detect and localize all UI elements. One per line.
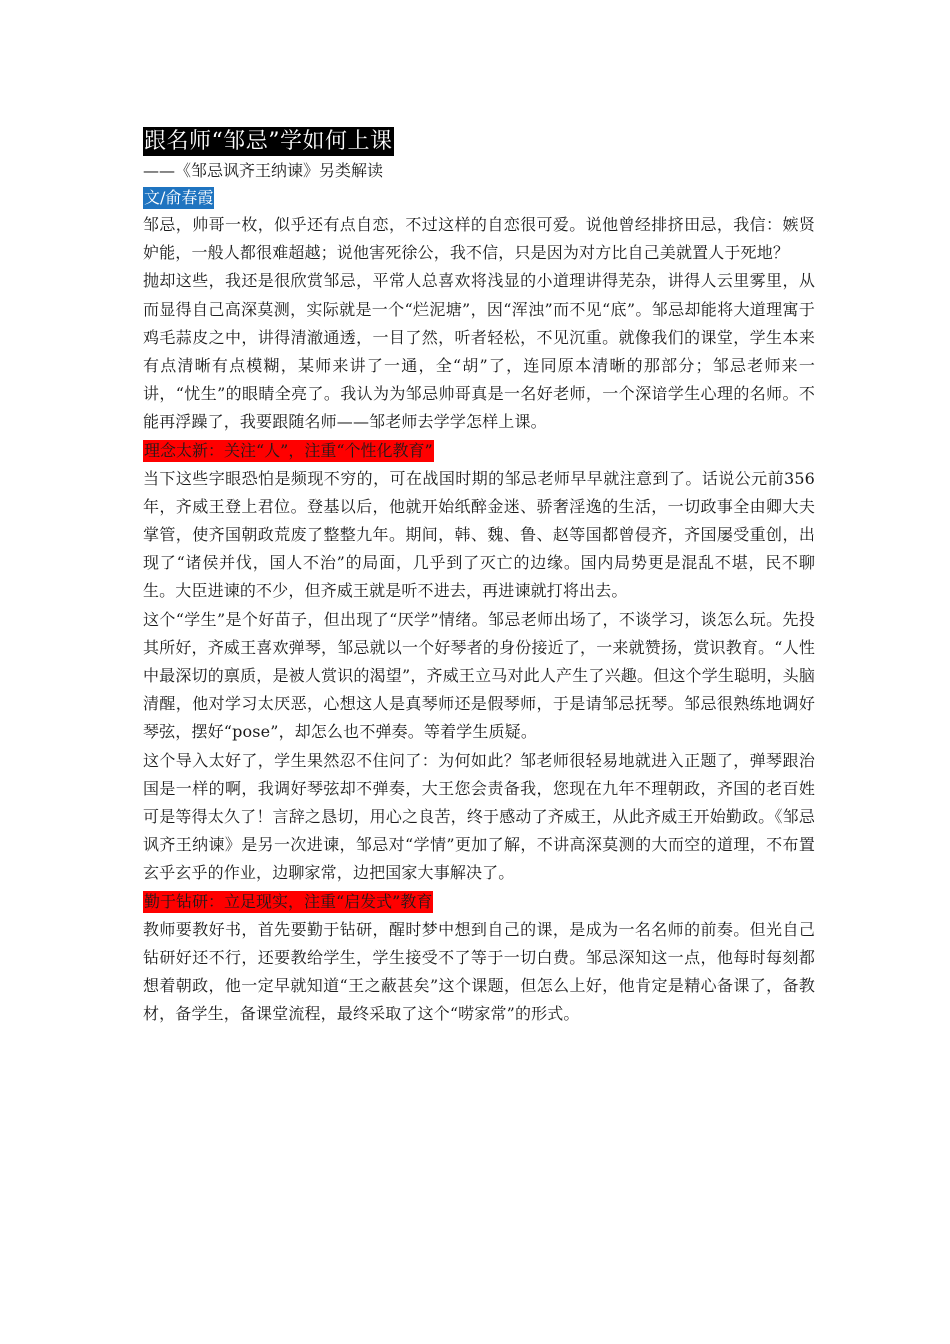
section-2-heading-line <box>143 889 815 915</box>
section-1-paragraph-3: 这个导入太好了，学生果然忍不住问了：为何如此？邹老师很轻易地就进入正题了，弹琴跟治国是一样的啊，我调好琴弦却不弹奏，大王您会责备我，您现在九年不理朝政，齐国的老百姓可是等得太久了！言辞之恳切，用心之良苦，终于感动了齐威王，从此齐威王开始勤政。《邹忌讽齐王纳谏》是另一次进谏，邹忌对“学情”更加了解，不讲高深莫测的大而空的道理，不布置玄乎玄乎的作业，边聊家常，边把国家大事解决了。 <box>143 750 815 883</box>
author-line <box>143 185 815 211</box>
document-page <box>143 127 815 1028</box>
section-1-paragraph-2: 这个“学生”是个好苗子，但出现了“厌学”情绪。邹忌老师出场了，不谈学习，谈怎么玩。先投其所好，齐威王喜欢弹琴，邹忌就以一个好琴者的身份接近了，一来就赞扬，赏识教育。“人性中最深切的禀质，是被人赏识的渴望”，齐威王立马对此人产生了兴趣。但这个学生聪明，头脑清醒，他对学习太厌恶，心想这人是真琴师还是假琴师，于是请邹忌抚琴。邹忌很熟练地调好琴弦，摆好“pose”，却怎么也不弹奏。等着学生质疑。 <box>143 609 815 742</box>
section-1-heading-line <box>143 438 815 464</box>
title-line <box>143 127 815 156</box>
article-author: 文/俞春霞 <box>144 188 214 207</box>
section-1-paragraph-1: 当下这些字眼恐怕是频现不穷的，可在战国时期的邹忌老师早早就注意到了。话说公元前356年，齐威王登上君位。登基以后，他就开始纸醉金迷、骄奢淫逸的生活，一切政事全由卿大夫掌管，使齐国朝政荒废了整整九年。期间，韩、魏、鲁、赵等国都曾侵齐，齐国屡受重创，出现了“诸侯并伐，国人不治”的局面，几乎到了灭亡的边缘。国内局势更是混乱不堪，民不聊生。大臣进谏的不少，但齐威王就是听不进去，再进谏就打将出去。 <box>143 468 815 601</box>
intro-paragraph-2: 抛却这些，我还是很欣赏邹忌，平常人总喜欢将浅显的小道理讲得芜杂，讲得人云里雾里，从而显得自己高深莫测，实际就是一个“烂泥塘”，因“浑浊”而不见“底”。邹忌却能将大道理寓于鸡毛蒜皮之中，讲得清澈通透，一目了然，听者轻松，不见沉重。就像我们的课堂，学生本来有点清晰有点模糊，某师来讲了一通，全“胡”了，连同原本清晰的那部分；邹忌老师来一讲，“忧生”的眼睛全亮了。我认为为邹忌帅哥真是一名好老师，一个深谙学生心理的名师。不能再浮躁了，我要跟随名师——邹老师去学学怎样上课。 <box>143 271 815 432</box>
article-title: 跟名师“邹忌”学如何上课 <box>144 129 393 154</box>
article-subtitle: ——《邹忌讽齐王纳谏》另类解读 <box>143 161 384 180</box>
section-2-heading: 勤于钻研：立足现实，注重“启发式”教育 <box>144 891 433 911</box>
intro-paragraph-1: 邹忌，帅哥一枚，似乎还有点自恋，不过这样的自恋很可爱。说他曾经排挤田忌，我信：嫉贤妒能，一般人都很难超越；说他害死徐公，我不信，只是因为对方比自己美就置人于死地？ <box>143 215 815 263</box>
section-1-heading: 理念太新：关注“人”，注重“个性化教育” <box>144 440 433 460</box>
section-2-paragraph-1: 教师要教好书，首先要勤于钻研，醒时梦中想到自己的课，是成为一名名师的前奏。但光自己钻研好还不行，还要教给学生，学生接受不了等于一切白费。邹忌深知这一点，他每时每刻都想着朝政，他一定早就知道“王之蔽甚矣”这个课题，但怎么上好，他肯定是精心备课了，备教材，备学生，备课堂流程，最终采取了这个“唠家常”的形式。 <box>143 919 815 1024</box>
